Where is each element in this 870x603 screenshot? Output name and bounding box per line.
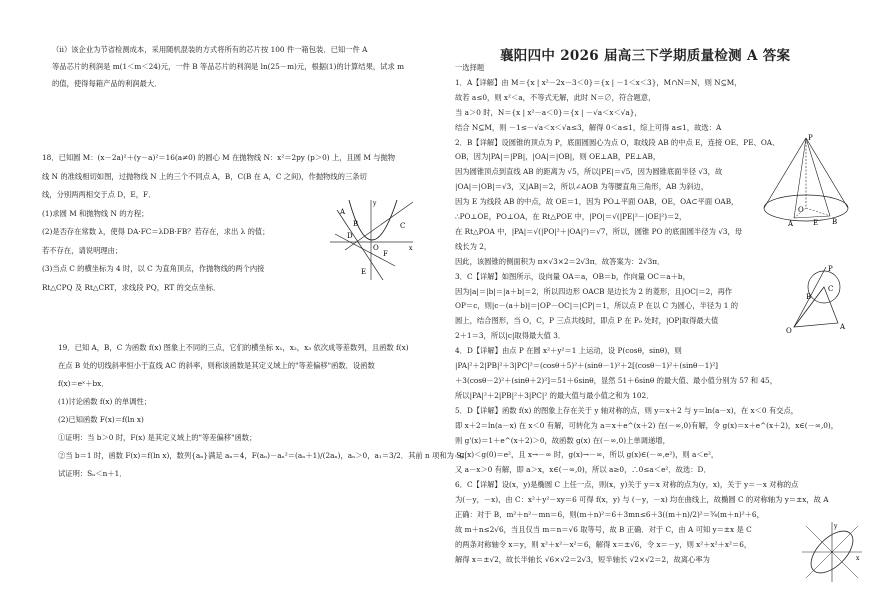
text-line: ∴PO⊥OE，PO⊥OA，在 Rt△POE 中，|PO|＝√(|PE|²－|OE|²)＝2， [455, 212, 687, 221]
text-line: (2)已知函数 F(x)＝f(ln x) [58, 415, 144, 424]
answer-title: 襄阳四中 2026 届高三下学期质量检测 A 答案 [500, 48, 791, 64]
ellipse-figure [800, 520, 864, 584]
text-line: 线长为 2， [455, 241, 492, 251]
fig18-label: B [353, 220, 359, 228]
text-line: 所以|PA|²＋2|PB|²＋3|PC|² 的最大值与最小值之和为 102． [455, 390, 654, 400]
vec-label: O [786, 327, 792, 335]
fig18-label: x [409, 245, 413, 252]
text-line: 因此，该圆锥的侧面积为 π×√3×2＝2√3π．故答案为：2√3π． [455, 256, 665, 266]
text-line: ②当 b＝1 时，函数 F(x)＝f(ln x)，数列{aₙ}满足 aₙ＝4，F(aₙ)－aₙ²＝(aₙ＋1)/(2aₙ)，aₙ＞0，a₁＝3/2．其前 n 项和为 Sₙ， [58, 451, 472, 460]
text-line: 6．C【详解】设(x，y)是椭圆 C 上任一点，则(x，y)关于 y＝x 对称的点为(y，x)，关于 y＝－x 对称的点 [455, 480, 799, 490]
text-line: 在点 B 处的切线斜率恒小于直线 AC 的斜率，则称该函数是其定义域上的"等差偏移"函数．设函数 [58, 361, 375, 370]
text-line: 因为 E 为线段 AB 的中点，故 OE＝1，因为 PO⊥平面 OAB，OE，OA⊂平面 OAB， [455, 197, 739, 207]
text-line: 4．D【详解】由点 P 在圆 x²＋y²＝1 上运动，设 P(cosθ，sinθ)，则 [455, 346, 682, 356]
text-line: 2．B【详解】设圆锥的顶点为 P，底面圆圆心为点 O，取线段 AB 的中点 E，连接 OE、PE、OA、 [455, 137, 780, 147]
fig18-label: E [361, 268, 367, 276]
text-line: 因为圆锥顶点到直线 AB 的距离为 √5，所以|PE|＝√5，因为圆锥底面半径 √3，故 [455, 167, 723, 177]
text-line: 等品芯片的利润是 m(1＜m＜24)元，一件 B 等品芯片的利润是 ln(25－m)元，根据(1)的计算结果，试求 m [52, 62, 404, 71]
text-line: 一选择题 [455, 63, 485, 72]
text-line: |PA|²＋2|PB|²＋3|PC|²＝(cosθ＋5)²＋(sinθ－1)²＋2[(cosθ－1)²＋(sinθ－1)²] [455, 361, 719, 370]
fig18-label: y [373, 200, 377, 207]
text-line: 结合 N⊆M，则 －1≤－√a＜x＜√a≤3，解得 0＜a≤1，综上可得 a≤1，故选：A [455, 122, 722, 132]
text-line: ①证明：当 b＞0 时，F(x) 是其定义域上的"等差偏移"函数； [58, 433, 257, 442]
text-line: OB，因为|PA|＝|PB|，|OA|＝|OB|，则 OE⊥AB，PE⊥AB， [455, 152, 661, 162]
text-line: 圆上，结合图形，当 O，C，P 三点共线时，即点 P 在 P₀ 处时，|OP|取得最大值 [455, 316, 719, 326]
text-line: Rt△CPQ 及 Rt△CRT，求线段 PQ，RT 的交点坐标． [42, 282, 221, 292]
cone-label: P [808, 134, 813, 142]
text-line: 2＋1＝3，所以|c|取得最大值 3． [455, 331, 566, 341]
vec-label: C [828, 285, 834, 293]
text-line: |OA|＝|OB|＝√3，又|AB|＝2，所以∠AOB 为等腰直角三角形，AB 为斜边， [455, 182, 709, 192]
text-line: OP＝c，则|c－(a＋b)|＝|OP－OC|＝|CP|＝1，所以点 P 在以 C 为圆心，半径为 1 的 [455, 301, 739, 311]
text-line: 19．已知 A，B，C 为函数 f(x) 图象上不同的三点，它们的横坐标 x₁，x₂，x₃ 依次成等差数列，且函数 f(x) [58, 343, 409, 352]
text-line: 故 m＋n≤2√6，当且仅当 m＝n＝√6 取等号，故 B 正确．对于 C，由 A 可知 y＝±x 是 C [455, 524, 752, 534]
cone-label: A [788, 220, 794, 228]
cone-label: E [813, 219, 819, 227]
text-line: 1．A【详解】由 M＝{x | x²－2x－3＜0}＝{x | －1＜x＜3}，M∩N＝N，则 N⊆M， [455, 77, 742, 87]
text-line: 18．已知圆 M：(x－2a)²＋(y－a)²＝16(a≠0) 的圆心 M 在抛物线 N：x²＝2py (p＞0) 上，且圆 M 与抛物 [42, 153, 396, 162]
text-line: 的两条对称轴令 x＝y，则 x²＋x²－x²＝6，解得 x＝±√6，令 x＝－y，则 x²＋x²＋x²＝6， [455, 539, 752, 549]
cone-label: B [832, 218, 838, 226]
text-line: ∴g(x)＜g(0)＝e²，且 x→－∞ 时，g(x)→－∞，所以 g(x)∈(－∞,e²)，则 a＜e²， [455, 450, 719, 460]
fig18-label: F [383, 250, 388, 258]
vec-label: A [840, 323, 846, 331]
text-line: 5．D【详解】函数 f(x) 的图象上存在关于 y 轴对称的点，则 y＝x＋2 与 y＝ln(a－x)，在 x＜0 有交点， [455, 405, 799, 415]
text-line: (2)是否存在常数 λ，使得 DA·FC＝λDB·FB？若存在，求出 λ 的值； [42, 227, 270, 236]
text-line: 则 g'(x)＝1＋e^(x＋2)＞0，故函数 g(x) 在(－∞,0)上单调递增， [455, 435, 670, 445]
text-line: ＋3(cosθ－2)²＋(sinθ＋2)²]＝51＋6sinθ，显然 51＋6sinθ 的最大值、最小值分别为 57 和 45， [455, 375, 777, 385]
text-line: 即 x＋2＝ln(a－x) 在 x＜0 有解，可转化为 a＝x＋e^(x＋2) 在(－∞,0)有解，令 g(x)＝x＋e^(x＋2)，x∈(－∞,0)， [455, 420, 839, 430]
text-line: （ii）该企业为节省检测成本，采用随机混装的方式将所有的芯片按 100 件一箱包装．已知一件 A [52, 45, 368, 54]
text-line: 线，分别两两相交于点 D，E，F． [42, 190, 156, 199]
fig18-label: C [400, 222, 406, 230]
text-line: 因为|a|＝|b|＝|a＋b|＝2，所以四边形 OACB 是边长为 2 的菱形，且|OC|＝2，再作 [455, 286, 733, 296]
text-line: 线 N 的准线相切如图，过抛物线 N 上的三个不同点 A，B，C(B 在 A，C 之间)，作抛物线的三条切 [42, 171, 367, 181]
ellipse-label: y [834, 523, 838, 530]
text-line: 试证明：Sₙ＜n＋1． [58, 469, 127, 478]
text-line: 正确：对于 B，m²＋n²－mn＝6，则(m＋n)²＝6＋3mn≤6＋3((m＋n)/2)²＝¾(m＋n)²＋6， [455, 510, 764, 519]
text-line: f(x)＝eˣ＋bx． [58, 379, 109, 388]
text-line: 若不存在，请说明理由； [42, 245, 123, 255]
text-line: (1)求圆 M 和抛物线 N 的方程； [42, 208, 149, 218]
fig18-label: O [373, 244, 379, 252]
text-line: 解得 x＝±√2，故长半轴长 √6×√2＝2√3，短半轴长 √2×√2＝2，故离心率为 [455, 554, 710, 564]
text-line: 故若 a≤0，则 x²＜a，不等式无解，此时 N＝∅，符合题意， [455, 92, 656, 102]
text-line: 为(－y，－x)，由 C：x²＋y²－xy＝6 可得 f(x，y) 与 (－y，－x) 均在曲线上，故椭圆 C 的对称轴为 y＝±x，故 A [455, 495, 829, 505]
fig18-label: D [347, 232, 353, 240]
vector-figure [782, 263, 860, 335]
text-line: 3．C【详解】如图所示，设向量 OA＝a，OB＝b，作向量 OC＝a＋b， [455, 271, 690, 281]
vec-label: P [828, 265, 833, 273]
text-line: 在 Rt△POA 中，|PA|＝√(|PO|²＋|OA|²)＝√7，所以，圆锥 PO 的底面圆半径为 √3，母 [455, 226, 743, 236]
cone-label: O [798, 206, 804, 214]
text-line: 又 a－x＞0 有解，即 a＞x，x∈(－∞,0)，所以 a≥0，∴0≤a＜e²．故选：D． [455, 465, 711, 475]
cone-figure [758, 132, 858, 228]
vec-label: B [806, 293, 812, 301]
text-line: (1)讨论函数 f(x) 的单调性； [58, 397, 152, 406]
text-line: 当 a＞0 时，N＝{x | x²－a＜0}＝{x | －√a＜x＜√a}， [455, 107, 642, 117]
text-line: 的值，使得每箱产品的利润最大． [52, 79, 162, 88]
parabola-tangent-figure [325, 196, 417, 282]
ellipse-label: x [856, 555, 860, 562]
text-line: (3)当点 C 的横坐标为 4 时，以 C 为直角顶点，作抛物线的两个内接 [42, 264, 265, 273]
fig18-label: A [340, 208, 346, 216]
